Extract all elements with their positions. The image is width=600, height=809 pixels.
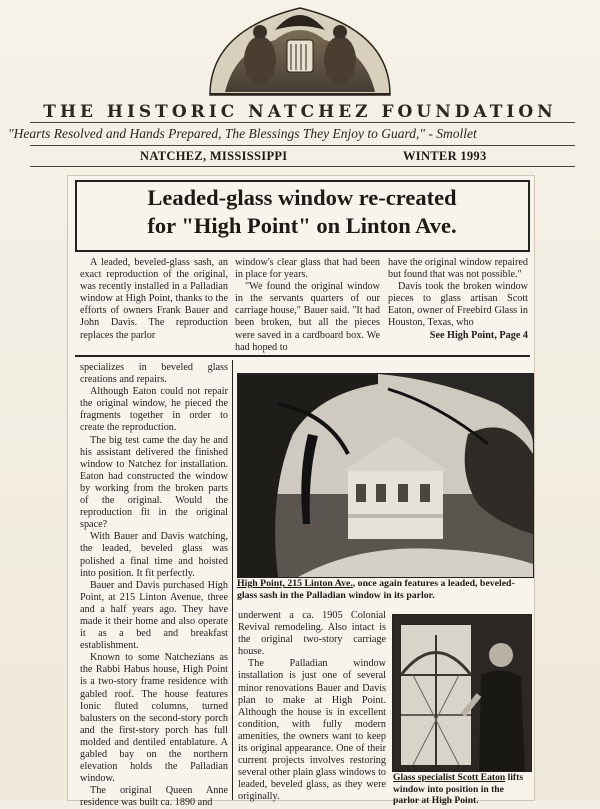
paragraph: "We found the original window in the servants quarters of our carriage house," Bauer said. "It had been broken, but all the pieces were saved in a cardboard box. We had hoped to — [235, 281, 380, 353]
house-photo-icon — [237, 373, 534, 578]
caption-2-lead: Glass specialist Scott Eaton — [393, 772, 506, 783]
paragraph: The Palladian window installation is just one of several minor renovations Bauer and Davis plan to make at High Point. Although the house is in excellent condition, with fully modern amenities, the owners want to keep its original appearance. One of their current projects involves restoring several other plain glass windows to leaded, beveled glass, as they were originally. — [238, 658, 386, 803]
paragraph: A leaded, beveled-glass sash, an exact reproduction of the original, was recently installed in a Palladian window at High Point, thanks to the efforts of owners Frank Bauer and John Davis. The reproduction replaces the parlor — [80, 257, 228, 341]
window-install-photo-icon — [392, 614, 532, 772]
article-left-column — [80, 362, 228, 809]
paragraph: With Bauer and Davis watching, the leaded, beveled glass was polished a final time and hoisted into position. It fit perfectly. — [80, 531, 228, 579]
article-column-1-top — [80, 257, 228, 342]
photo-caption-1 — [237, 578, 532, 602]
continuation-reference: See High Point, Page 4 — [429, 329, 528, 341]
paragraph: The original Queen Anne residence was built ca. 1890 and — [80, 785, 228, 809]
paragraph: have the original window repaired but found that was not possible." — [388, 257, 528, 281]
photo-caption-2 — [393, 772, 531, 807]
masthead-rule-middle — [30, 145, 575, 146]
article-middle-column — [238, 610, 386, 803]
paragraph: The big test came the day he and his assistant delivered the finished window to Natchez for installation. Eaton had constructed the window by working from the broken parts of the original. Would the reproduction fit in the original space? — [80, 434, 228, 531]
caption-1-text: , once again features a leaded, beveled-glass sash in the Palladian window in its parlor. — [237, 578, 515, 601]
paragraph: window's clear glass that had been in place for years. — [235, 257, 380, 281]
paragraph: Bauer and Davis purchased High Point, at 215 Linton Avenue, three and a half years ago. They have made it their home and also operate it as a bed and breakfast establishment. — [80, 579, 228, 652]
masthead-season: WINTER 1993 — [403, 149, 487, 163]
column-divider — [232, 360, 233, 800]
paragraph: Davis took the broken window pieces to glass artisan Scott Eaton, owner of Freebird Glass in Houston, Texas, who — [388, 281, 528, 329]
caption-1-lead: High Point, 215 Linton Ave. — [237, 578, 353, 589]
paragraph: Although Eaton could not repair the original window, he pieced the fragments together in order to create the reproduction. — [80, 386, 228, 434]
article-column-2-top — [235, 257, 380, 354]
masthead-motto: "Hearts Resolved and Hands Prepared, The Blessings They Enjoy to Guard," - Smollet — [8, 126, 477, 141]
eagle-seal-emblem-icon — [205, 0, 395, 98]
masthead-place: NATCHEZ, MISSISSIPPI — [140, 149, 288, 163]
paragraph: underwent a ca. 1905 Colonial Revival remodeling. Also intact is the original two-story carriage house. — [238, 610, 386, 658]
article-headline — [82, 184, 522, 240]
article-column-3-top — [388, 257, 528, 342]
masthead-rule-top — [30, 122, 575, 123]
headline-line-1: Leaded-glass window re-created — [147, 185, 457, 210]
paragraph: specializes in beveled glass creations and repairs. — [80, 362, 228, 386]
headline-line-2: for "High Point" on Linton Ave. — [147, 213, 457, 238]
caption-2-text: lifts window into position in the parlor at High Point. — [393, 772, 524, 806]
masthead-rule-bottom — [30, 166, 575, 167]
paragraph: Known to some Natchezians as the Rabbi Habus house, High Point is a two-story frame residence with gabled roof. The house features Ionic fluted columns, turned balusters on the second-story porch and the first-story porch has full molded and dentiled entablature. A gabled bay on the northern elevation holds the Palladian window. — [80, 652, 228, 785]
section-divider — [75, 355, 530, 357]
masthead-title: THE HISTORIC NATCHEZ FOUNDATION — [43, 102, 557, 122]
